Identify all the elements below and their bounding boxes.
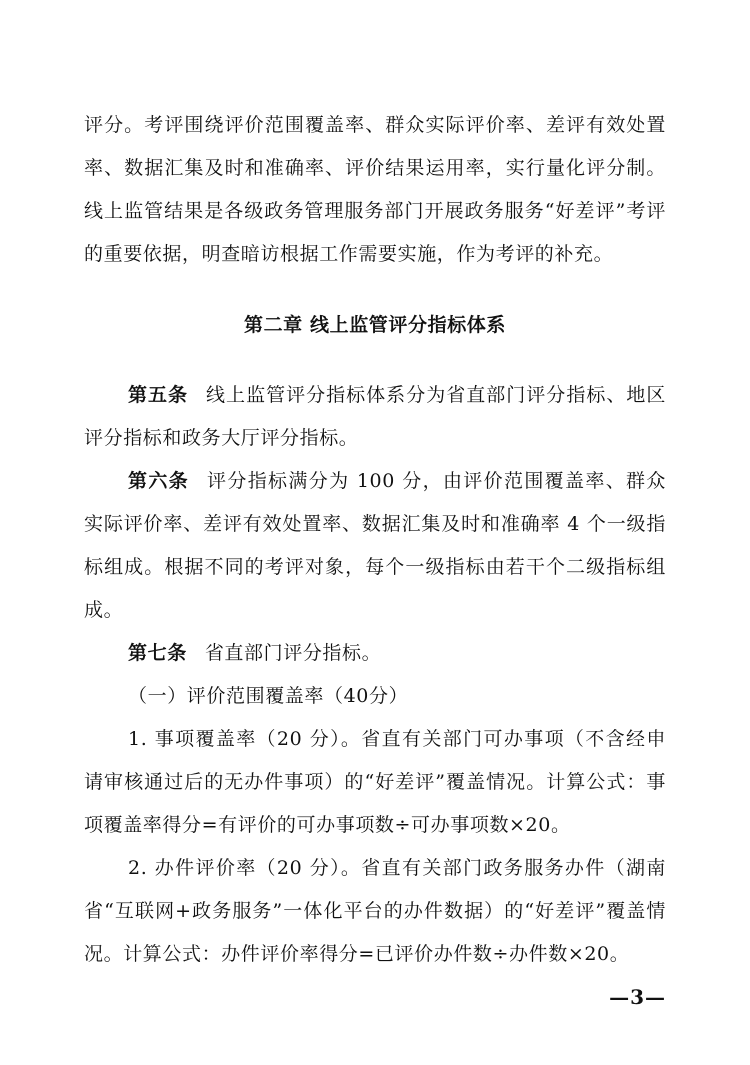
article-text: 线上监管评分指标体系分为省直部门评分指标、地区评分指标和政务大厅评分指标。: [84, 384, 666, 449]
article-five: [84, 374, 666, 460]
article-text: 评分指标满分为 100 分，由评价范围覆盖率、群众实际评价率、差评有效处置率、数据汇集及时和准确率 4 个一级指标组成。根据不同的考评对象，每个一级指标由若干个二级指标组成。: [84, 470, 666, 621]
article-label: 第七条: [128, 642, 187, 664]
article-label: 第六条: [128, 470, 190, 492]
item-two: 2. 办件评价率（20 分）。省直有关部门政务服务办件（湖南省“互联网+政务服务”一体化平台的办件数据）的“好差评”覆盖情况。计算公式：办件评价率得分=已评价办件数÷办件数×20。: [84, 857, 666, 965]
article-six: [84, 460, 666, 632]
chapter-title: 第二章 线上监管评分指标体系: [243, 314, 506, 336]
page-number: —3—: [609, 985, 666, 1009]
item-one: 1. 事项覆盖率（20 分）。省直有关部门可办事项（不含经申请审核通过后的无办件事项）的“好差评”覆盖情况。计算公式：事项覆盖率得分=有评价的可办事项数÷可办事项数×20。: [84, 728, 666, 836]
section-heading: （一）评价范围覆盖率（40分）: [128, 685, 409, 707]
article-text: 省直部门评分指标。: [204, 642, 382, 664]
article-seven: [84, 632, 666, 675]
intro-paragraph: 评分。考评围绕评价范围覆盖率、群众实际评价率、差评有效处置率、数据汇集及时和准确率、评价结果运用率，实行量化评分制。线上监管结果是各级政务管理服务部门开展政务服务“好差评”考评的重要依据，明查暗访根据工作需要实施，作为考评的补充。: [84, 114, 666, 265]
article-label: 第五条: [128, 384, 189, 406]
